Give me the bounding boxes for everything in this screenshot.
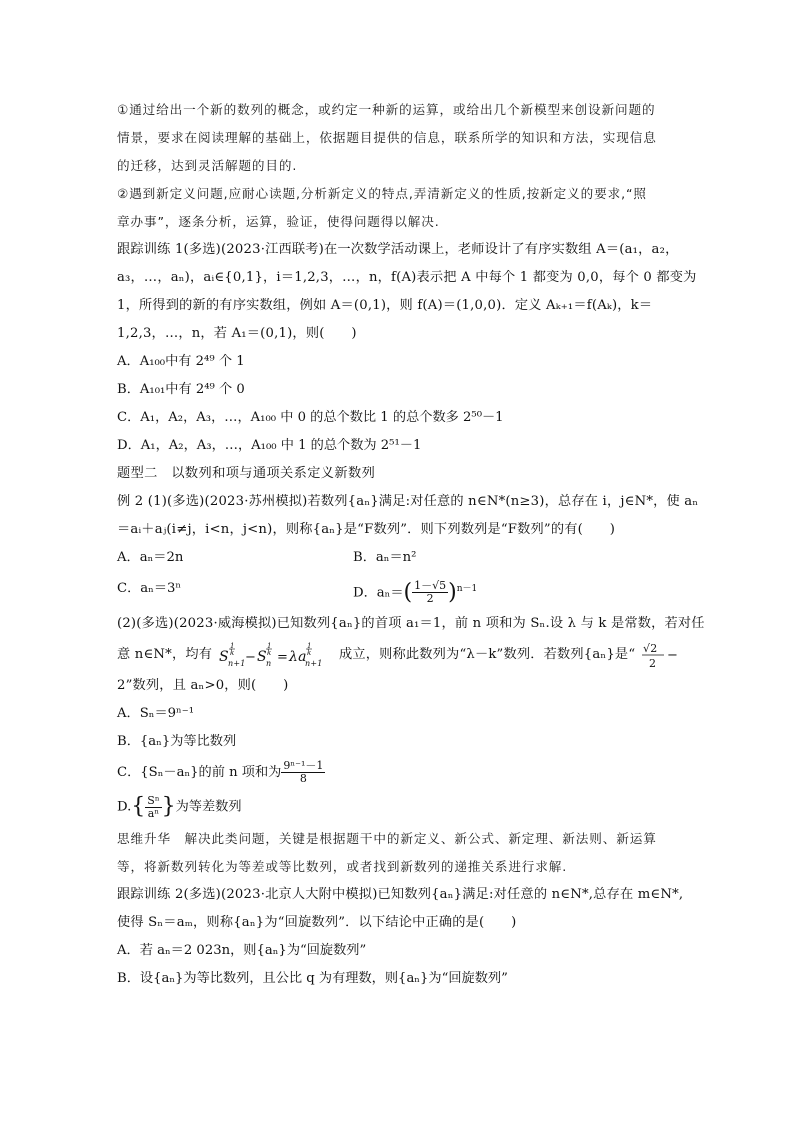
svg-text:n+1: n+1 [304, 658, 323, 668]
ex2-part2-option-d-den: aⁿ [147, 806, 160, 820]
section2-title: 题型二 以数列和项与通项关系定义新数列 [117, 466, 376, 481]
svg-text:k: k [306, 648, 311, 657]
svg-text:−: − [666, 647, 678, 663]
ex2-part2-option-d-tail: 为等差数列 [175, 799, 242, 815]
ex2-part2-option-d: D.{ $\frac{\text{Sⁿ}}{\text{aⁿ}}$ }为等差数列 [117, 793, 242, 820]
ex2-options-row-1 [117, 544, 677, 572]
svg-text:√2: √2 [642, 641, 658, 655]
ex2-part2-line-2 [117, 638, 677, 672]
ex2-option-a: A．aₙ＝2n [117, 550, 184, 565]
ex2-option-c: C．aₙ＝3ⁿ [117, 581, 182, 596]
ex2-option-d-num: 1－√5 [414, 579, 447, 593]
intro-line-3: 的迁移，达到灵活解题的目的. [117, 158, 298, 173]
ex2-part2-formula-svg [217, 640, 335, 670]
thinking-line-1: 思维升华 解决此类问题，关键是根据题干中的新定义、新公式、新定理、新法则、新运算 [117, 830, 657, 846]
train1-line-3: 1，所得到的新的有序实数组，例如 A＝(0,1)，则 f(A)＝(1,0,0)．定义 Aₖ₊₁＝f(Aₖ)，k＝ [117, 298, 653, 313]
svg-text:1: 1 [266, 641, 272, 650]
document-page [117, 96, 705, 993]
train1-line-1: 跟踪训练 1(多选)(2023·江西联考)在一次数学活动课上，老师设计了有序实数组 A＝(a₁，a₂， [117, 242, 679, 257]
train1-line-4: 1,2,3，…，n，若 A₁＝(0,1)，则( ) [117, 326, 357, 341]
train1-option-a: A．A₁₀₀中有 2⁴⁹ 个 1 [117, 354, 245, 369]
ex2-part2-option-b: B．{aₙ}为等比数列 [117, 734, 237, 750]
ex2-part2-line-1: (2)(多选)(2023·威海模拟)已知数列{aₙ}的首项 a₁＝1，前 n 项和为 Sₙ.设 λ 与 k 是常数，若对任 [117, 616, 705, 632]
svg-text:S: S [256, 648, 267, 665]
train1-option-b: B．A₁₀₁中有 2⁴⁹ 个 0 [117, 382, 245, 397]
ex2-part2-option-c-label: C．{Sₙ－aₙ}的前 n 项和为 [117, 765, 282, 781]
ex2-part2-line-2b: 成立，则称此数列为“λ－k”数列．若数列{aₙ}是“ [338, 647, 636, 663]
ex2-part2-option-a: A．Sₙ＝9ⁿ⁻¹ [117, 706, 194, 722]
ex2-part2-option-c-den: 8 [299, 772, 307, 786]
train1-line-2: a₃，…，aₙ)，aᵢ∈{0,1}，i＝1,2,3，…，n，f(A)表示把 A 中每个 1 都变为 0,0，每个 0 都变为 [117, 270, 697, 285]
ex2-part2-option-c [117, 756, 677, 790]
ex2-part2-line-2a: 意 n∈N*，均有 [117, 647, 213, 663]
train1-option-c: C．A₁，A₂，A₃，…，A₁₀₀ 中 0 的总个数比 1 的总个数多 2⁵⁰－1 [117, 410, 504, 425]
ex2-part2-option-c-num: 9ⁿ⁻¹－1 [283, 759, 324, 773]
intro-line-5: 章办事”，逐条分析，运算，验证，使得问题得以解决. [117, 214, 440, 229]
svg-text:−: − [244, 649, 256, 665]
ex2-option-d-den: 2 [426, 592, 434, 606]
ex2-part2-option-d-num: Sⁿ [147, 793, 160, 807]
ex2-line-1: 例 2 (1)(多选)(2023·苏州模拟)若数列{aₙ}满足:对任意的 n∈N*(n≥3)，总存在 i，j∈N*，使 aₙ [117, 494, 699, 509]
ex2-part2-option-d-label: D. [117, 799, 132, 815]
ex2-part2-formula [217, 638, 335, 672]
ex2-option-d-label: D．aₙ＝ [353, 585, 404, 601]
svg-text:k: k [266, 648, 271, 657]
svg-text:n+1: n+1 [227, 658, 246, 668]
train2-line-2: 使得 Sₙ＝aₘ，则称{aₙ}为“回旋数列”．以下结论中正确的是( ) [117, 914, 517, 930]
ex2-option-d-fraction [412, 580, 448, 605]
svg-text:=: = [276, 649, 288, 665]
svg-text:S: S [218, 648, 229, 665]
train1-option-d: D．A₁，A₂，A₃，…，A₁₀₀ 中 1 的总个数为 2⁵¹－1 [117, 438, 422, 453]
ex2-option-d: D．aₙ＝( $\frac{1-√5}{2}$ )$^{n-1}$ [353, 579, 478, 606]
thinking-line-2: 等，将新数列转化为等差或等比数列，或者找到新数列的递推关系进行求解. [117, 858, 568, 874]
ex2-options-row-2 [117, 572, 677, 610]
train2-option-a: A．若 aₙ＝2 023n，则{aₙ}为“回旋数列” [117, 942, 367, 958]
svg-text:1: 1 [306, 641, 312, 650]
intro-line-4: ②遇到新定义问题,应耐心读题,分析新定义的特点,弄清新定义的性质,按新定义的要求,“照 [117, 186, 647, 201]
ex2-part2-option-d-fraction [145, 795, 161, 820]
ex2-option-d-exp: n－1 [456, 584, 478, 594]
intro-line-2: 情景，要求在阅读理解的基础上，依据题目提供的信息，联系所学的知识和方法，实现信息 [117, 130, 657, 145]
svg-text:λa: λa [288, 648, 307, 665]
ex2-part2-sqrt2-over-2 [640, 640, 678, 670]
intro-line-1: ①通过给出一个新的数列的概念，或约定一种新的运算，或给出几个新模型来创设新问题的 [117, 102, 656, 117]
ex2-line-2: ＝aᵢ＋aⱼ(i≠j，i<n，j<n)，则称{aₙ}是“F数列”．则下列数列是“F数列”的有( ) [117, 522, 616, 537]
train2-line-1: 跟踪训练 2(多选)(2023·北京人大附中模拟)已知数列{aₙ}满足:对任意的 n∈N*,总存在 m∈N*, [117, 886, 684, 902]
ex2-part2-line-3: 2”数列，且 aₙ>0，则( ) [117, 678, 289, 694]
ex2-part2-option-c-fraction [281, 760, 325, 785]
svg-text:2: 2 [648, 656, 656, 670]
ex2-option-b: B．aₙ＝n² [353, 550, 417, 565]
svg-text:n: n [265, 658, 271, 668]
svg-text:1: 1 [229, 641, 235, 650]
svg-text:k: k [229, 648, 234, 657]
train2-option-b: B．设{aₙ}为等比数列，且公比 q 为有理数，则{aₙ}为“回旋数列” [117, 970, 508, 986]
